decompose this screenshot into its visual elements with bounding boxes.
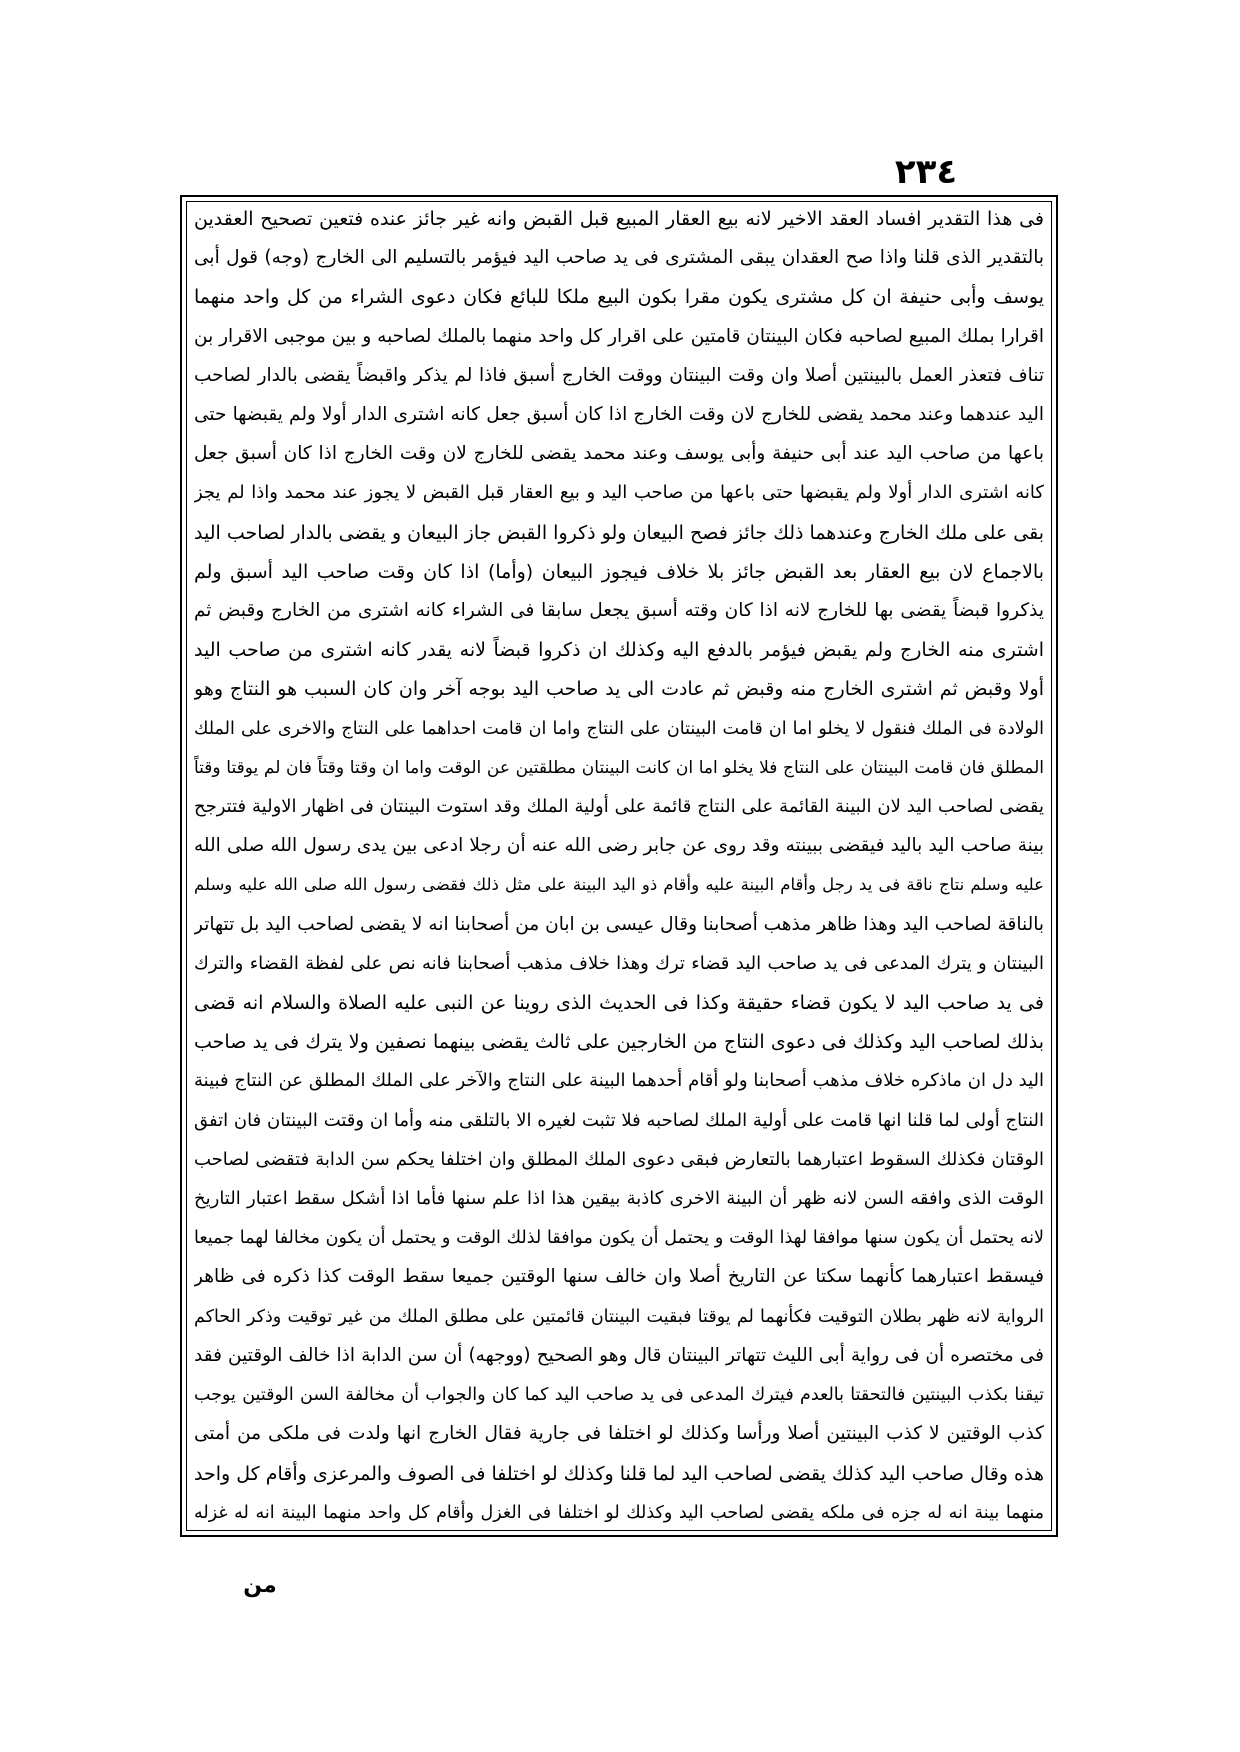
text-line: كانه اشترى الدار أولا ولم يقبضها حتى باعها من صاحب اليد و بيع العقار قبل القبض لا يجوز عند محمد واذا لم يجز (194, 482, 1044, 504)
text-frame (180, 195, 1058, 1537)
text-line: باعها من صاحب اليد عند أبى حنيفة وأبى يوسف وعند محمد يقضى للخارج لان وقت الخارج اذا كان أسبق جعل (194, 443, 1044, 465)
page-number: ٢٣٤ (894, 152, 958, 192)
text-line: بقى على ملك الخارج وعندهما ذلك جائز فصح البيعان ولو ذكروا القبض جاز البيعان و يقضى بالدار لصاحب اليد (194, 521, 1044, 544)
text-line: الرواية لانه ظهر بطلان التوقيت فكأنهما لم يوقتا فبقيت البينتان قائمتين على مطلق الملك من غير توقيت وذكر الحاكم (194, 1306, 1044, 1327)
text-line: أولا وقبض ثم اشترى الخارج منه وقبض ثم عادت الى يد صاحب اليد بوجه آخر وان كان السبب هو النتاج وهو (194, 678, 1044, 701)
text-line: هذه وقال صاحب اليد كذلك يقضى لصاحب اليد لما قلنا وكذلك لو اختلفا فى الصوف والمرعزى وأقام كل واحد (194, 1462, 1044, 1485)
text-line: البينتان و يترك المدعى فى يد صاحب اليد قضاء ترك وهذا خلاف مذهب أصحابنا فانه نص على لفظة القضاء والترك (194, 952, 1044, 974)
text-line: المطلق فان قامت البينتان على النتاج فلا يخلو اما ان كانت البينتان مطلقتين عن الوقت واما ان وقتا وقتاً فان لم يوقتا وقتاً (194, 757, 1044, 778)
text-line: النتاج أولى لما قلنا انها قامت على أولية الملك لصاحبه فلا تثبت لغيره الا بالتلقى منه وأما ان وقتت البينتان فان اتفق (194, 1109, 1044, 1131)
text-line: لانه يحتمل أن يكون سنها موافقا لهذا الوقت و يحتمل أن يكون موافقا لذلك الوقت و يحتمل أن يكون مخالفا لهما جميعا (194, 1228, 1044, 1249)
text-line: الولادة فى الملك فنقول لا يخلو اما ان قامت البينتان على النتاج واما ان قامت احداهما على النتاج والاخرى على الملك (194, 718, 1044, 739)
text-line: تناف فتعذر العمل بالبينتين أصلا وان وقت البينتان ووقت الخارج أسبق فاذا لم يذكر واقبضاً يقضى بالدار لصاحب (194, 364, 1044, 386)
text-line: يذكروا قبضاً يقضى بها للخارج لانه اذا كان وقته أسبق يجعل سابقا فى الشراء كانه اشترى من الخارج وقبض ثم (194, 600, 1044, 622)
text-line: كذب الوقتين لا كذب البينتين أصلا ورأسا وكذلك لو اختلفا فى جارية فقال الخارج انها ولدت فى ملكى من أمتى (194, 1423, 1044, 1445)
text-line: الوقتان فكذلك السقوط اعتبارهما بالتعارض فبقى دعوى الملك المطلق وان اختلفا يحكم سن الدابة فتقضى لصاحب (194, 1148, 1044, 1170)
text-line: الوقت الذى وافقه السن لانه ظهر أن البينة الاخرى كاذبة بيقين هذا اذا علم سنها فأما اذا أشكل سقط اعتبار التاريخ (194, 1188, 1044, 1210)
text-line: بينة صاحب اليد باليد فيقضى ببينته وقد روى عن جابر رضى الله عنه أن رجلا ادعى بين يدى رسول الله صلى الله (194, 835, 1044, 857)
text-line: اليد دل ان ماذكره خلاف مذهب أصحابنا ولو أقام أحدهما البينة على النتاج والآخر على الملك المطلق عن النتاج فبينة (194, 1070, 1044, 1092)
text-line: منهما بينة انه له جزه فى ملكه يقضى لصاحب اليد وكذلك لو اختلفا فى الغزل وأقام كل واحد منهما البينة انه له غزله (194, 1502, 1044, 1523)
text-line: اليد عندهما وعند محمد يقضى للخارج لان وقت الخارج اذا كان أسبق جعل كانه اشترى الدار أولا ولم يقبضها حتى (194, 404, 1044, 426)
catchword: من (243, 1573, 277, 1598)
text-line: بذلك لصاحب اليد وكذلك فى دعوى النتاج من الخارجين على ثالث يقضى بينهما نصفين ولا يترك فى يد صاحب (194, 1031, 1044, 1054)
text-line: بالتقدير الذى قلنا واذا صح العقدان يبقى المشترى فى يد صاحب اليد فيؤمر بالتسليم الى الخارج (وجه) قول أبى (194, 247, 1044, 269)
text-line: تيقنا بكذب البينتين فالتحقتا بالعدم فيترك المدعى فى يد صاحب اليد كما كان والجواب أن مخالفة السن الوقتين يوجب (194, 1385, 1044, 1406)
text-line: فى يد صاحب اليد لا يكون قضاء حقيقة وكذا فى الحديث الذى روينا عن النبى عليه الصلاة والسلام انه قضى (194, 992, 1044, 1015)
text-line: فى هذا التقدير افساد العقد الاخير لانه بيع العقار المبيع قبل القبض وانه غير جائز عنده فتعين تصحيح العقدين (194, 208, 1044, 230)
text-line: اقرارا بملك المبيع لصاحبه فكان البينتان قامتين على اقرار كل واحد منهما بالملك لصاحبه و بين موجبى الاقرار بن (194, 325, 1044, 347)
text-line: بالناقة لصاحب اليد وهذا ظاهر مذهب أصحابنا وقال عيسى بن ابان من أصحابنا انه لا يقضى لصاحب اليد بل تتهاتر (194, 913, 1044, 935)
text-body (194, 201, 1044, 1531)
text-line: يقضى لصاحب اليد لان البينة القائمة على النتاج قائمة على أولية الملك وقد استوت البينتان فى اظهار الاولية فتترجح (194, 796, 1044, 818)
text-line: عليه وسلم نتاج ناقة فى يد رجل وأقام البينة عليه وأقام ذو اليد البينة على مثل ذلك فقضى رسول الله صلى الله عليه وسلم (194, 875, 1044, 895)
text-line: اشترى منه الخارج ولم يقبض فيؤمر بالدفع اليه وكذلك ان ذكروا قبضاً لانه يقدر كانه اشترى من صاحب اليد (194, 639, 1044, 662)
text-line: بالاجماع لان بيع العقار بعد القبض جائز بلا خلاف فيجوز البيعان (وأما) اذا كان وقت صاحب اليد أسبق ولم (194, 560, 1044, 583)
text-line: فيسقط اعتبارهما كأنهما سكتا عن التاريخ أصلا وان خالف سنها الوقتين جميعا سقط الوقت كذا ذكره فى ظاهر (194, 1266, 1044, 1288)
text-line: يوسف وأبى حنيفة ان كل مشترى يكون مقرا بكون البيع ملكا للبائع فكان دعوى الشراء من كل واحد منهما (194, 286, 1044, 309)
text-line: فى مختصره أن فى رواية أبى الليث تتهاتر البينتان قال وهو الصحيح (ووجهه) أن سن الدابة اذا خالف الوقتين فقد (194, 1344, 1044, 1366)
